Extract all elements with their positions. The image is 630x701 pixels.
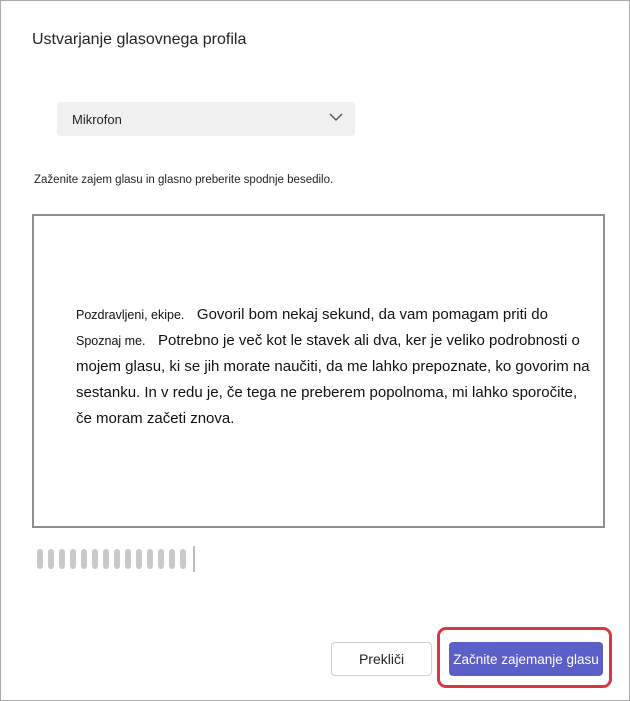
script-greeting: Pozdravljeni, ekipe. (76, 308, 185, 322)
microphone-dropdown[interactable] (57, 102, 355, 136)
chevron-down-icon (329, 112, 343, 122)
audio-meter-bar (103, 549, 109, 569)
audio-meter-bar (136, 549, 142, 569)
instruction-text: Zaženite zajem glasu in glasno preberite spodnje besedilo. (34, 174, 334, 186)
audio-meter-bar (125, 549, 131, 569)
reading-script-box (32, 214, 605, 528)
audio-level-meter (37, 548, 195, 570)
script-get-to-know: Spoznaj me. (76, 334, 146, 348)
audio-meter-bar (81, 549, 87, 569)
audio-meter-bar (147, 549, 153, 569)
audio-meter-bar (92, 549, 98, 569)
reading-script-text (76, 302, 596, 432)
audio-meter-bar (70, 549, 76, 569)
start-voice-capture-button[interactable]: Začnite zajemanje glasu (449, 642, 603, 676)
audio-meter-bar (59, 549, 65, 569)
cancel-button[interactable]: Prekliči (331, 642, 432, 676)
audio-meter-bar (180, 549, 186, 569)
audio-meter-bar (37, 549, 43, 569)
audio-meter-bar (158, 549, 164, 569)
audio-meter-cursor (193, 546, 195, 572)
script-body: Potrebno je več kot le stavek ali dva, ker je veliko podrobnosti o mojem glasu, ki se jih morate naučiti, da me lahko prepoznate, ko govorim na sestanku. In v redu je, če tega ne preberem popolnoma, mi lahko sporočite, če moram začeti znova. (76, 332, 590, 427)
audio-meter-bar (114, 549, 120, 569)
audio-meter-bar (169, 549, 175, 569)
dialog-title: Ustvarjanje glasovnega profila (32, 31, 247, 48)
audio-meter-bar (48, 549, 54, 569)
microphone-selected-value: Mikrofon (72, 112, 122, 127)
script-intro: Govoril bom nekaj sekund, da vam pomagam priti do (196, 306, 548, 323)
